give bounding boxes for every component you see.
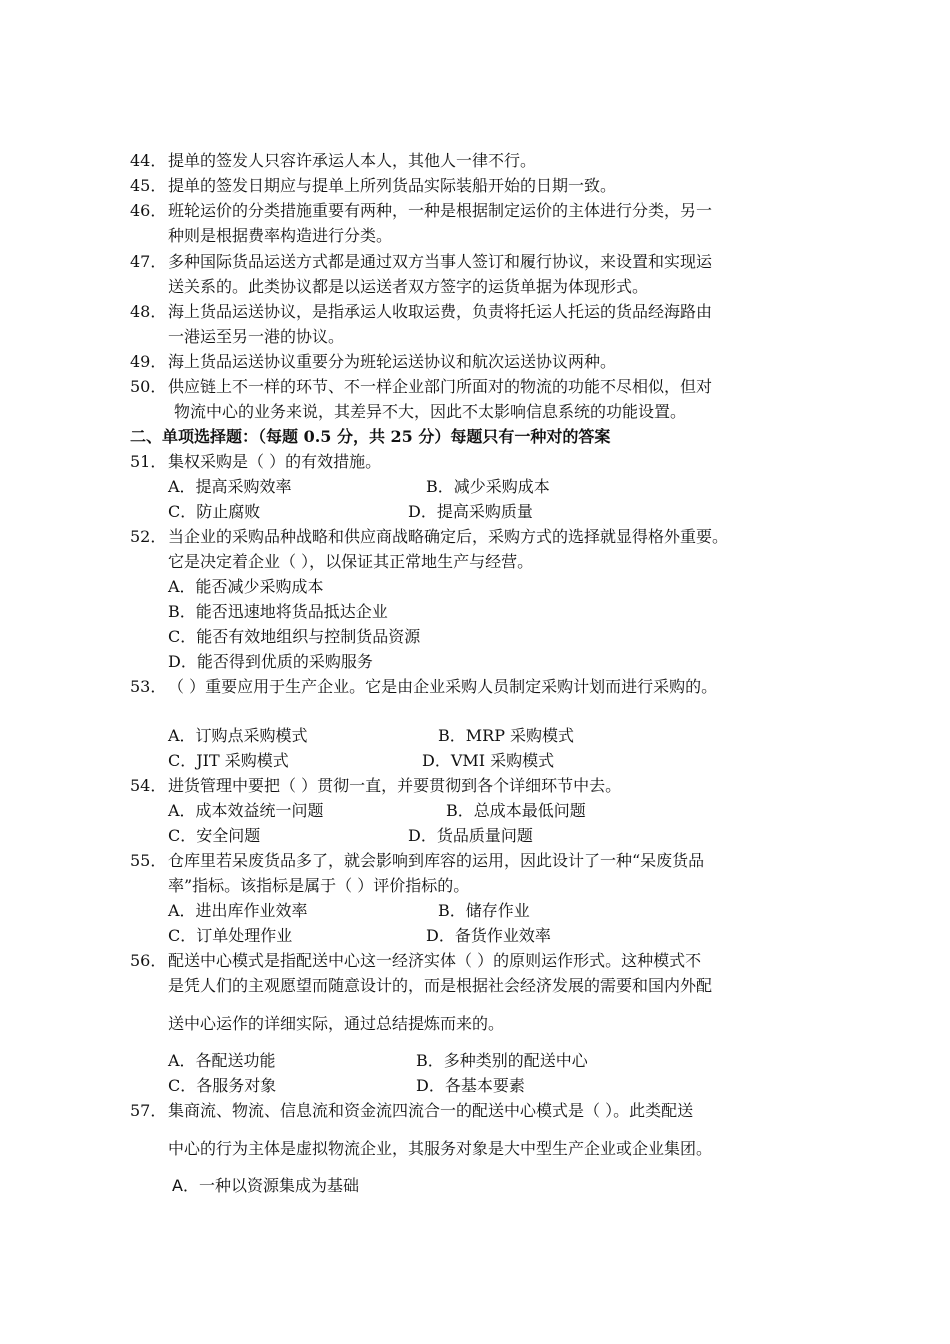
option-b: B．总成本最低问题 [446,801,586,820]
item-number: 49． [130,352,167,371]
item-text: 海上货品运送协议重要分为班轮运送协议和航次运送协议两种。 [168,352,617,371]
option-a: A．一种以资源集成为基础 [172,1176,359,1195]
item-number: 48． [130,302,167,321]
question-number: 51． [130,452,167,471]
item-text: 海上货品运送协议，是指承运人收取运费，负责将托运人托运的货品经海路由 [168,302,713,321]
question-stem: 集权采购是（ ）的有效措施。 [168,452,382,471]
option-d: D．能否得到优质的采购服务 [168,652,373,671]
option-b: B．MRP 采购模式 [438,726,575,745]
item-number: 44． [130,151,167,170]
item-text: 供应链上不一样的环节、不一样企业部门所面对的物流的功能不尽相似，但对 [168,377,713,396]
question-stem: 率”指标。该指标是属于（ ）评价指标的。 [168,876,470,895]
option-d: D．各基本要素 [416,1076,525,1095]
question-number: 53． [130,677,167,696]
item-number: 46． [130,201,167,220]
question-number: 55． [130,851,167,870]
item-text: 多种国际货品运送方式都是通过双方当事人签订和履行协议，来设置和实现运 [168,252,713,271]
option-a: A．成本效益统一问题 [168,801,324,820]
option-d: D．货品质量问题 [408,826,533,845]
question-stem: 当企业的采购品种战略和供应商战略确定后，采购方式的选择就显得格外重要。 [168,527,729,546]
item-text: 班轮运价的分类措施重要有两种，一种是根据制定运价的主体进行分类，另一 [168,201,713,220]
item-text: 送关系的。此类协议都是以运送者双方签字的运货单据为体现形式。 [168,277,649,296]
option-c: C．JIT 采购模式 [168,751,289,770]
question-stem: 中心的行为主体是虚拟物流企业，其服务对象是大中型生产企业或企业集团。 [168,1139,713,1158]
question-stem: 它是决定着企业（ ），以保证其正常地生产与经营。 [168,552,534,571]
option-c: C．能否有效地组织与控制货品资源 [168,627,421,646]
option-b: B．能否迅速地将货品抵达企业 [168,602,388,621]
question-stem: 是凭人们的主观愿望而随意设计的，而是根据社会经济发展的需要和国内外配 [168,976,713,995]
question-stem: 送中心运作的详细实际，通过总结提炼而来的。 [168,1014,505,1033]
option-b: B．多种类别的配送中心 [416,1051,588,1070]
item-text: 提单的签发人只容许承运人本人，其他人一律不行。 [168,151,537,170]
option-d: D．VMI 采购模式 [422,751,555,770]
item-text: 提单的签发日期应与提单上所列货品实际装船开始的日期一致。 [168,176,617,195]
question-stem: （ ）重要应用于生产企业。它是由企业采购人员制定采购计划而进行采购的。 [168,677,718,696]
question-stem: 进货管理中要把（ ）贯彻一直，并要贯彻到各个详细环节中去。 [168,776,622,795]
option-d: D．备货作业效率 [426,926,551,945]
option-c: C．订单处理作业 [168,926,293,945]
option-a: A．订购点采购模式 [168,726,308,745]
option-b: B．储存作业 [438,901,530,920]
question-number: 57． [130,1101,167,1120]
item-number: 47． [130,252,167,271]
item-text: 种则是根据费率构造进行分类。 [168,226,393,245]
option-a: A．进出库作业效率 [168,901,308,920]
item-text: 一港运至另一港的协议。 [168,327,345,346]
option-b: B．减少采购成本 [426,477,550,496]
item-number: 45． [130,176,167,195]
option-c: C．各服务对象 [168,1076,277,1095]
question-stem: 配送中心模式是指配送中心这一经济实体（ ）的原则运作形式。这种模式不 [168,951,702,970]
item-text: 物流中心的业务来说，其差异不大，因此不太影响信息系统的功能设置。 [174,402,687,421]
option-c: C．安全问题 [168,826,261,845]
section-heading: 二、单项选择题：（每题 0.5 分，共 25 分）每题只有一种对的答案 [130,427,611,446]
question-number: 52． [130,527,167,546]
option-a: A．能否减少采购成本 [168,577,324,596]
question-number: 54． [130,776,167,795]
option-d: D．提高采购质量 [408,502,533,521]
option-a: A．提高采购效率 [168,477,292,496]
option-a: A．各配送功能 [168,1051,276,1070]
option-c: C．防止腐败 [168,502,261,521]
question-stem: 仓库里若呆废货品多了，就会影响到库容的运用，因此设计了一种“呆废货品 [168,851,705,870]
question-stem: 集商流、物流、信息流和资金流四流合一的配送中心模式是（ ）。此类配送 [168,1101,694,1120]
question-number: 56． [130,951,167,970]
item-number: 50． [130,377,167,396]
